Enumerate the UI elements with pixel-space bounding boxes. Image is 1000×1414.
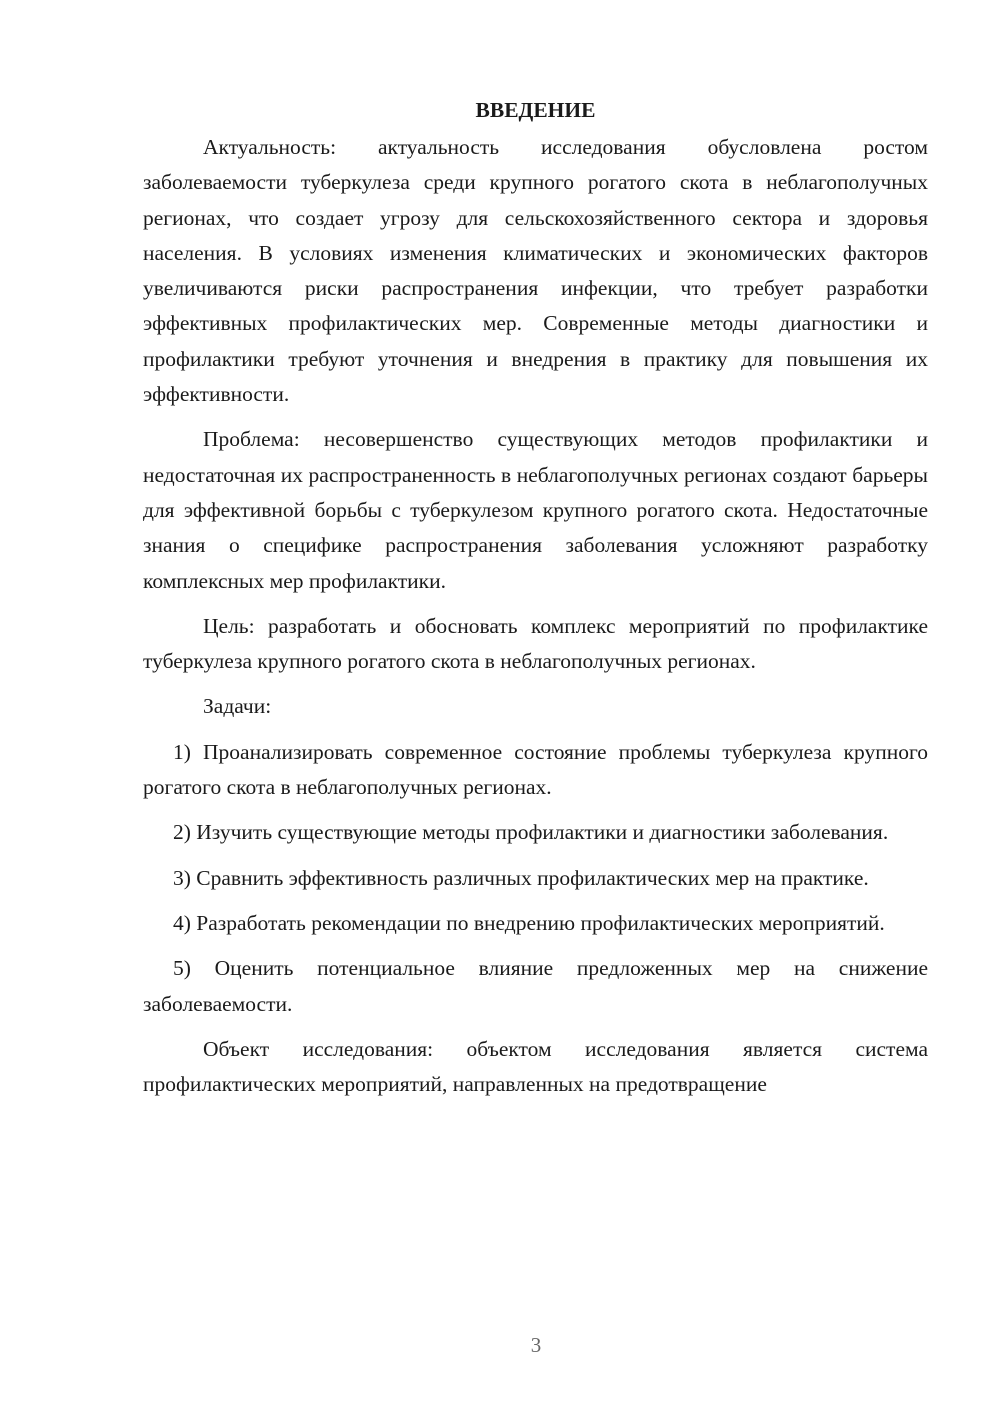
page-number: 3: [530, 1333, 542, 1357]
task-item-2: 2) Изучить существующие методы профилактики и диагностики заболевания.: [173, 820, 889, 845]
page-content: [143, 93, 928, 1102]
object-paragraph: Объект исследования: объектом исследования является система профилактических мероприятий, направленных на предотвращение: [143, 1036, 928, 1097]
task-item-1: 1) Проанализировать современное состояние проблемы туберкулеза крупного рогатого скота в неблагополучных регионах.: [143, 739, 928, 800]
task-item-4: 4) Разработать рекомендации по внедрению профилактических мероприятий.: [173, 910, 885, 935]
goal-paragraph: Цель: разработать и обосновать комплекс мероприятий по профилактике туберкулеза крупного рогатого скота в неблагополучных регионах.: [143, 613, 928, 674]
task-item-3: 3) Сравнить эффективность различных профилактических мер на практике.: [173, 865, 869, 890]
tasks-label: Задачи:: [203, 694, 272, 719]
relevance-paragraph: Актуальность: актуальность исследования обусловлена ростом заболеваемости туберкулеза среди крупного рогатого скота в неблагополучных регионах, что создает угрозу для сельскохозяйственного сектора и здоровья населения. В условиях изменения климатических и экономических факторов увеличиваются риски распространения инфекции, что требует разработки эффективных профилактических мер. Современные методы диагностики и профилактики требуют уточнения и внедрения в практику для повышения их эффективности.: [143, 135, 928, 407]
task-item-5: 5) Оценить потенциальное влияние предложенных мер на снижение заболеваемости.: [143, 956, 928, 1016]
section-heading: ВВЕДЕНИЕ: [475, 98, 596, 122]
problem-paragraph: Проблема: несовершенство существующих методов профилактики и недостаточная их распространенность в неблагополучных регионах создают барьеры для эффективной борьбы с туберкулезом крупного рогатого скота. Недостаточные знания о специфике распространения заболевания усложняют разработку комплексных мер профилактики.: [143, 427, 928, 593]
